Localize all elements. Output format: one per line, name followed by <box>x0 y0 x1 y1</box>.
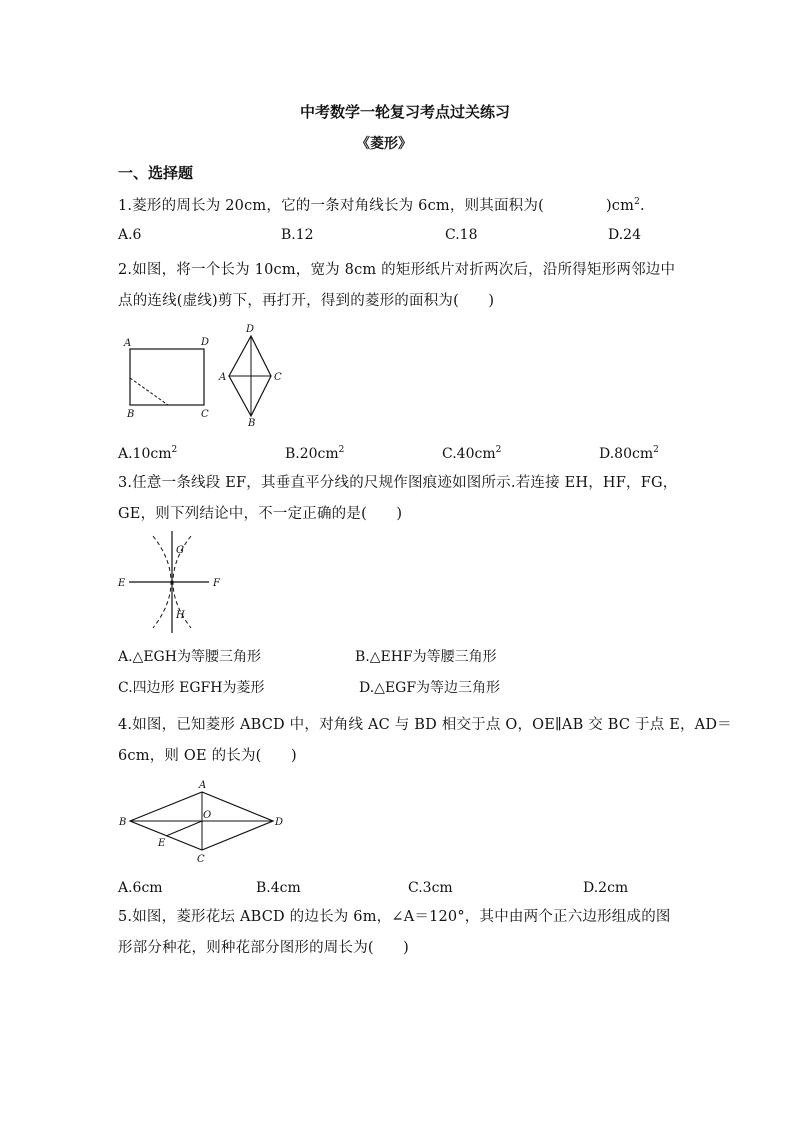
q1-option-b[interactable]: B.12 <box>281 227 314 243</box>
q2-label-a: A <box>124 338 132 349</box>
q4-label-b: B <box>119 817 127 828</box>
q3-option-c[interactable]: C.四边形 EGFH为菱形 <box>118 680 265 696</box>
q2-rectangle <box>130 349 204 405</box>
q2-option-c[interactable]: $C.40cm^2$ <box>442 445 502 462</box>
question-1-text: 1.菱形的周长为 20cm，它的一条对角线长为 6cm，则其面积为( <box>118 198 544 214</box>
q1-option-a[interactable]: A.6 <box>118 227 142 243</box>
question-3-line-2: GE，则下列结论中，不一定正确的是( ) <box>118 506 403 522</box>
q3-option-d[interactable]: D.△EGF为等边三角形 <box>359 680 501 696</box>
q1-option-c[interactable]: C.18 <box>445 227 478 243</box>
q4-label-o: O <box>203 810 212 821</box>
section-heading: 一、选择题 <box>118 164 194 182</box>
q4-segment-oe <box>166 821 202 836</box>
question-1-tail: . <box>640 198 645 214</box>
q2-option-d[interactable]: $D.80cm^2$ <box>599 445 659 462</box>
q4-option-c[interactable]: C.3cm <box>408 880 453 896</box>
q1-option-d[interactable]: D.24 <box>608 227 641 243</box>
q3-label-g: G <box>176 545 184 556</box>
q4-label-e: E <box>158 838 166 849</box>
question-4-line-2: 6cm，则 OE 的长为( ) <box>118 748 297 764</box>
q2-label-c: C <box>201 409 209 420</box>
page-title: 中考数学一轮复习考点过关练习 <box>300 103 511 121</box>
question-5-line-1: 5.如图，菱形花坛 ABCD 的边长为 6m，∠A＝120°，其中由两个正六边形组成的图 <box>118 909 671 925</box>
q2-label-d: D <box>201 337 210 348</box>
q2-option-a[interactable]: $A.10cm^2$ <box>118 445 178 462</box>
q2-rh-label-a: A <box>219 372 227 383</box>
q4-label-d: D <box>275 817 284 828</box>
q2-cut-line <box>130 378 168 405</box>
q4-option-b[interactable]: B.4cm <box>256 880 301 896</box>
q2-rh-label-c: C <box>274 372 282 383</box>
question-2-line-2: 点的连线(虚线)剪下，再打开，得到的菱形的面积为( ) <box>118 293 495 309</box>
question-3-line-1: 3.任意一条线段 EF，其垂直平分线的尺规作图痕迹如图所示.若连接 EH，HF，FG， <box>118 475 678 491</box>
q4-option-a[interactable]: A.6cm <box>118 880 163 896</box>
question-4-line-1: 4.如图，已知菱形 ABCD 中，对角线 AC 与 BD 相交于点 O，OE∥AB 交 BC 于点 E，AD＝ <box>118 717 732 733</box>
q3-option-a[interactable]: A.△EGH为等腰三角形 <box>118 649 261 665</box>
q2-label-b: B <box>127 409 135 420</box>
q2-option-b[interactable]: $B.20cm^2$ <box>285 445 345 462</box>
question-3-figure <box>115 528 235 636</box>
question-2-line-1: 2.如图，将一个长为 10cm，宽为 8cm 的矩形纸片对折两次后，沿所得矩形两邻边中 <box>118 262 676 278</box>
q4-option-d[interactable]: D.2cm <box>583 880 629 896</box>
question-1-sup: 2 <box>634 197 641 207</box>
q2-rh-label-d: D <box>246 324 255 335</box>
page-subtitle: 《菱形》 <box>356 136 412 152</box>
question-4-figure <box>115 776 295 866</box>
q4-label-c: C <box>197 854 205 865</box>
q3-label-e: E <box>118 578 126 589</box>
question-1-text-end: )cm <box>605 198 635 214</box>
q3-label-f: F <box>213 578 220 589</box>
q3-label-h: H <box>176 610 185 621</box>
question-5-line-2: 形部分种花，则种花部分图形的周长为( ) <box>118 940 410 956</box>
question-2-figure <box>118 318 298 430</box>
q4-label-a: A <box>199 780 207 791</box>
q3-option-b[interactable]: B.△EHF为等腰三角形 <box>355 649 497 665</box>
question-1 <box>118 194 645 215</box>
q2-rh-label-b: B <box>248 418 256 429</box>
